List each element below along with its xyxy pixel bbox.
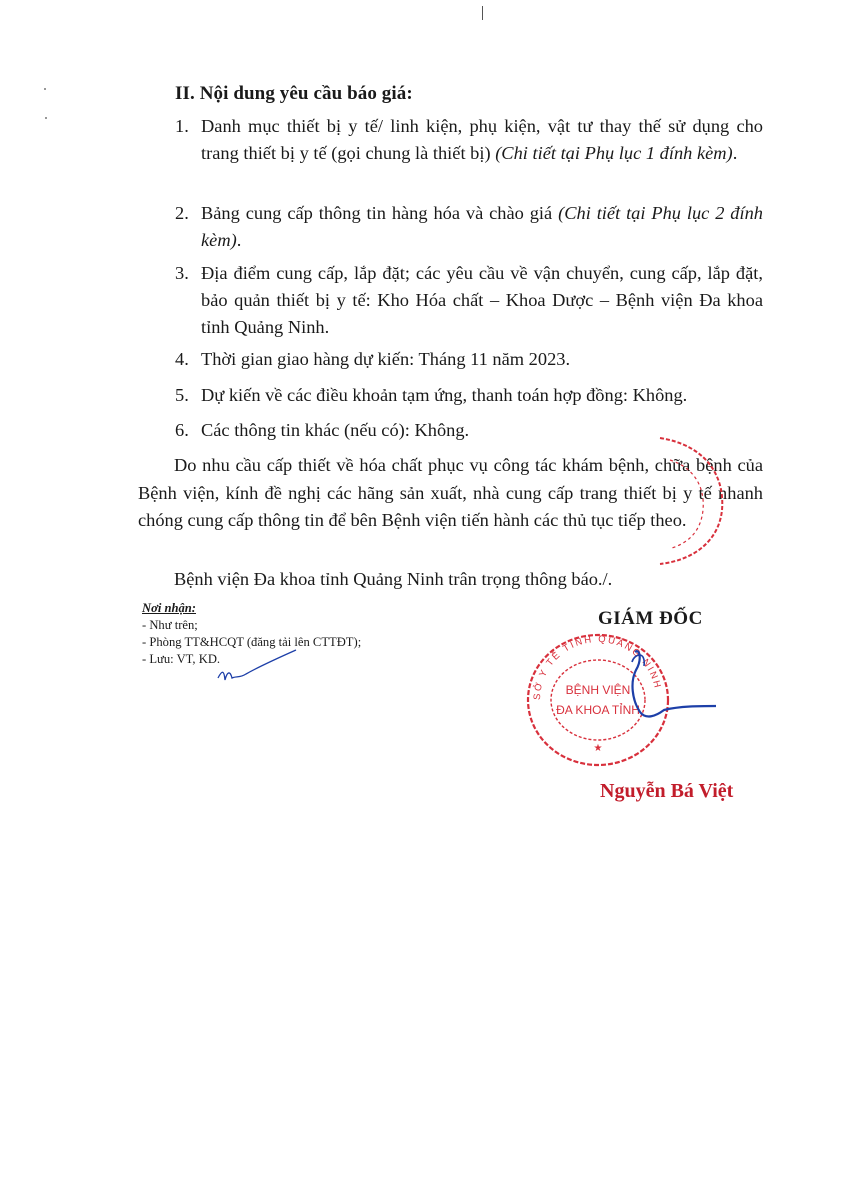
handwritten-signature <box>560 640 720 740</box>
recipients-title: Nơi nhận: <box>142 601 197 615</box>
signature-title: GIÁM ĐỐC <box>598 608 703 629</box>
announcement: Bệnh viện Đa khoa tỉnh Quảng Ninh trân trọng thông báo./. <box>174 569 613 589</box>
signer-name: Nguyễn Bá Việt <box>600 780 734 802</box>
item-number: 3. <box>175 263 189 283</box>
scan-speck <box>44 88 46 90</box>
initials-scribble <box>212 648 302 690</box>
recipient-line: - Phòng TT&HCQT (đăng tải lên CTTĐT); <box>142 635 362 649</box>
star-icon: ★ <box>593 743 603 754</box>
section-heading: II. Nội dung yêu cầu báo giá: <box>175 83 413 104</box>
seal-line-1: BỆNH VIỆN <box>565 683 631 697</box>
list-item <box>175 200 763 254</box>
item-text: Dự kiến về các điều khoản tạm ứng, thanh toán hợp đồng: Không. <box>201 385 688 405</box>
list-item <box>175 346 763 373</box>
top-edge-mark <box>482 6 483 20</box>
partial-seal-stamp <box>650 430 730 570</box>
item-text: Thời gian giao hàng dự kiến: Tháng 11 năm 2023. <box>201 349 571 369</box>
item-text: Các thông tin khác (nếu có): Không. <box>201 420 470 440</box>
seal-arc-text: SỞ Y TẾ TỈNH QUẢNG NINH <box>531 633 664 701</box>
item-number: 1. <box>175 116 189 136</box>
item-text: Danh mục thiết bị y tế/ linh kiện, phụ kiện, vật tư thay thế sử dụng cho trang thiết bị y tế (gọi chung là thiết bị) (Chi tiết tại Phụ lục 1 đính kèm). <box>201 116 763 163</box>
item-number: 5. <box>175 385 189 405</box>
item-text: Bảng cung cấp thông tin hàng hóa và chào giá (Chi tiết tại Phụ lục 2 đính kèm). <box>201 203 764 250</box>
list-item <box>175 382 763 409</box>
item-number: 4. <box>175 349 189 369</box>
seal-line-2: ĐA KHOA TỈNH <box>556 703 640 717</box>
list-item <box>175 260 763 341</box>
item-number: 2. <box>175 203 189 223</box>
item-number: 6. <box>175 420 189 440</box>
scan-speck <box>45 117 47 119</box>
closing-paragraph: Do nhu cầu cấp thiết về hóa chất phục vụ công tác khám bệnh, chữa bệnh của Bệnh viện, kính đề nghị các hãng sản xuất, nhà cung cấp trang thiết bị y tế nhanh chóng cung cấp thông tin để bên Bệnh viện tiến hành các thủ tục tiếp theo. <box>138 455 763 530</box>
recipient-line: - Lưu: VT, KD. <box>142 652 221 666</box>
item-text: Địa điểm cung cấp, lắp đặt; các yêu cầu về vận chuyển, cung cấp, lắp đặt, bảo quản thiết bị y tế: Kho Hóa chất – Khoa Dược – Bệnh viện Đa khoa tỉnh Quảng Ninh. <box>201 263 763 337</box>
list-item <box>175 113 763 167</box>
recipient-line: - Như trên; <box>142 618 198 632</box>
